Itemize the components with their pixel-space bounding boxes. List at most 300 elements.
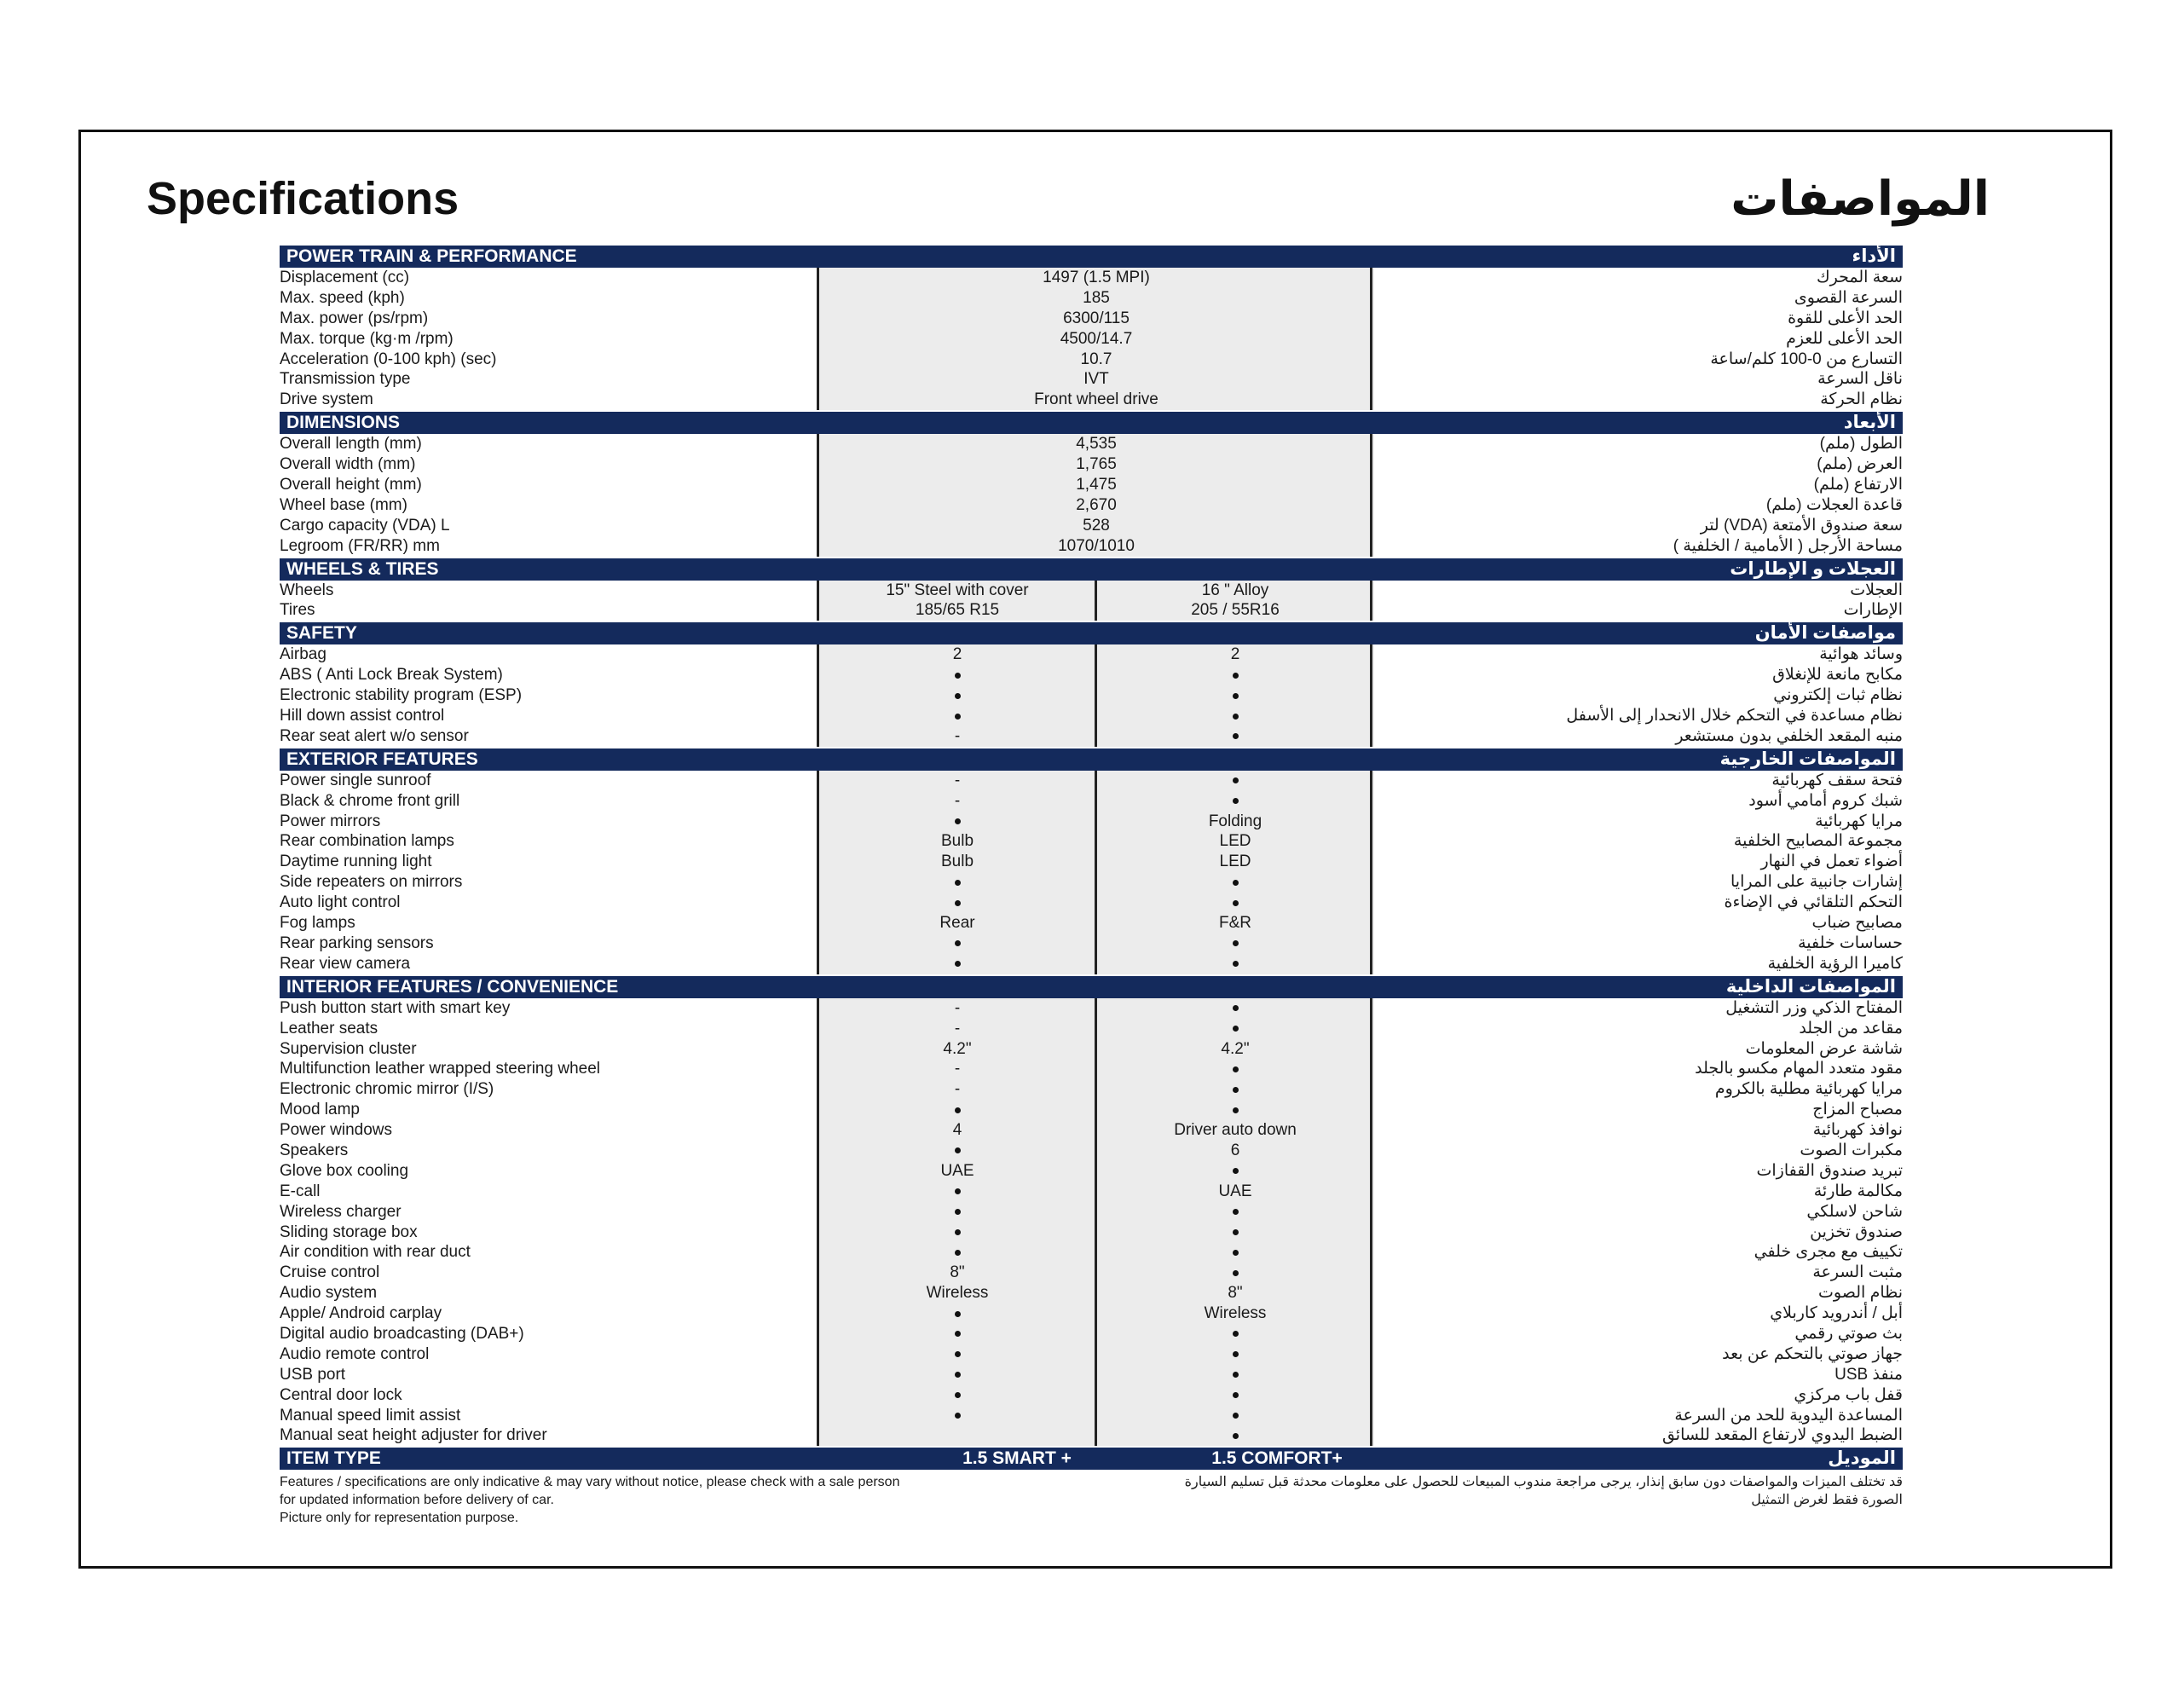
spec-row — [280, 1303, 1903, 1324]
spec-row — [280, 933, 1903, 954]
spec-label-ar: إشارات جانبية على المرايا — [1730, 873, 1903, 892]
section-title-ar: مواصفات الأمان — [1754, 623, 1896, 644]
bullet-icon — [1233, 961, 1239, 967]
spec-value-comfort: LED — [1219, 832, 1251, 851]
spec-label-en: Apple/ Android carplay — [280, 1304, 442, 1323]
spec-label-en: USB port — [280, 1365, 346, 1384]
spec-value: Front wheel drive — [1034, 390, 1158, 409]
bullet-icon — [955, 1351, 961, 1357]
spec-value: 1497 (1.5 MPI) — [1043, 269, 1150, 286]
section-header — [280, 246, 1903, 268]
bullet-icon — [955, 1311, 961, 1317]
spec-label-ar: جهاز صوتي بالتحكم عن بعد — [1722, 1344, 1903, 1363]
section-title-en: DIMENSIONS — [286, 413, 401, 433]
spec-row — [280, 1283, 1903, 1303]
spec-value-comfort — [1096, 1059, 1374, 1079]
spec-row — [280, 831, 1903, 852]
spec-label-en: Electronic stability program (ESP) — [280, 686, 523, 705]
section-title-ar: العجلات و الإطارات — [1730, 558, 1896, 579]
spec-row — [280, 268, 1903, 288]
spec-label-ar: الطول (ملم) — [1819, 435, 1903, 454]
section-body — [280, 771, 1903, 974]
bullet-icon — [1233, 714, 1239, 720]
spec-label-en: Black & chrome front grill — [280, 791, 460, 810]
spec-label-ar: الارتفاع (ملم) — [1813, 476, 1903, 494]
spec-value: 1,765 — [1076, 455, 1117, 474]
spec-label-en: Manual seat height adjuster for driver — [280, 1426, 547, 1445]
spec-label-ar: الإطارات — [1843, 601, 1903, 620]
spec-row — [280, 1019, 1903, 1039]
spec-row — [280, 434, 1903, 454]
spec-row — [280, 893, 1903, 913]
spec-label-en: Supervision cluster — [280, 1039, 417, 1058]
spec-value-comfort — [1096, 1019, 1374, 1039]
spec-value-smart — [818, 1222, 1096, 1243]
spec-value-comfort — [1096, 1425, 1374, 1446]
spec-value-comfort: 4.2" — [1221, 1039, 1250, 1058]
section-title-en: POWER TRAIN & PERFORMANCE — [286, 246, 577, 266]
footer-line-en: Picture only for representation purpose. — [280, 1511, 519, 1526]
spec-label-en: Fog lamps — [280, 914, 355, 933]
spec-label-en: Mood lamp — [280, 1101, 360, 1119]
spec-value: 6300/115 — [1063, 309, 1130, 327]
spec-label-ar: منبه المقعد الخلفي بدون مستشعر — [1675, 726, 1903, 745]
spec-value-smart — [818, 872, 1096, 893]
spec-label-en: Rear parking sensors — [280, 933, 434, 952]
spec-value-comfort: UAE — [1218, 1182, 1252, 1200]
item-type-header — [280, 1448, 1903, 1470]
spec-label-en: Electronic chromic mirror (I/S) — [280, 1080, 494, 1099]
section-title-ar: المواصفات الخارجية — [1719, 748, 1896, 769]
spec-label-ar: الضبط اليدوي لارتفاع المقعد للسائق — [1661, 1426, 1903, 1445]
spec-value: 2,670 — [1076, 495, 1117, 514]
bullet-icon — [955, 818, 961, 824]
section-body — [280, 268, 1903, 410]
spec-label-ar: السرعة القصوى — [1794, 288, 1903, 307]
bullet-icon — [1233, 1351, 1239, 1357]
spec-row — [280, 288, 1903, 309]
spec-label-ar: مجموعة المصابيح الخلفية — [1733, 832, 1903, 851]
spec-row — [280, 726, 1903, 747]
spec-value: IVT — [1083, 370, 1109, 389]
spec-label-ar: التحكم التلقائي في الإضاءة — [1724, 893, 1903, 912]
spec-row — [280, 329, 1903, 350]
footer-line-en: for updated information before delivery of car. — [280, 1493, 554, 1508]
spec-label-en: Overall length (mm) — [280, 435, 422, 454]
bullet-icon — [955, 880, 961, 886]
spec-label-en: Max. speed (kph) — [280, 288, 405, 307]
spec-value-smart — [818, 1303, 1096, 1324]
spec-value-smart: 4 — [952, 1121, 962, 1140]
spec-label-en: Push button start with smart key — [280, 998, 511, 1017]
spec-label-ar: تبريد صندوق القفازات — [1756, 1161, 1903, 1180]
spec-label-en: Max. power (ps/rpm) — [280, 309, 429, 327]
spec-label-ar: مكالمة طارئة — [1813, 1182, 1903, 1200]
spec-label-ar: مكابح مانعة للإنغلاق — [1772, 666, 1903, 685]
spec-value-smart — [818, 1365, 1096, 1385]
bullet-icon — [1233, 880, 1239, 886]
section-title-en: SAFETY — [286, 623, 357, 644]
section-title-en: WHEELS & TIRES — [286, 558, 439, 579]
bullet-icon — [955, 714, 961, 720]
bullet-icon — [1233, 693, 1239, 699]
spec-label-en: Sliding storage box — [280, 1222, 418, 1241]
spec-label-en: Air condition with rear duct — [280, 1243, 471, 1262]
spec-label-en: Audio system — [280, 1284, 378, 1303]
spec-value-comfort: 6 — [1230, 1141, 1240, 1159]
bullet-icon — [1233, 1250, 1239, 1256]
spec-value-comfort — [1096, 685, 1374, 706]
spec-row — [280, 1161, 1903, 1182]
spec-label-ar: فتحة سقف كهربائية — [1771, 771, 1903, 789]
spec-row — [280, 665, 1903, 685]
spec-row — [280, 475, 1903, 495]
spec-value-smart — [818, 812, 1096, 832]
spec-label-ar: أبل / أندرويد كاربلاي — [1770, 1304, 1903, 1323]
spec-label-en: Audio remote control — [280, 1344, 430, 1363]
spec-row — [280, 1141, 1903, 1161]
bullet-icon — [955, 940, 961, 946]
spec-label-ar: مكبرات الصوت — [1800, 1141, 1903, 1159]
spec-value: 528 — [1083, 516, 1110, 535]
spec-sheet — [280, 246, 1903, 1529]
section-title-ar: الأبعاد — [1843, 413, 1896, 433]
spec-row — [280, 954, 1903, 974]
spec-label-en: Legroom (FR/RR) mm — [280, 536, 440, 555]
spec-row — [280, 913, 1903, 933]
spec-label-ar: حساسات خلفية — [1798, 933, 1903, 952]
bullet-icon — [955, 693, 961, 699]
section-title-ar: المواصفات الداخلية — [1725, 976, 1896, 997]
section-title-en: INTERIOR FEATURES / CONVENIENCE — [286, 976, 619, 997]
spec-row — [280, 685, 1903, 706]
spec-row — [280, 791, 1903, 812]
footer-notes — [280, 1473, 1903, 1529]
bullet-icon — [955, 673, 961, 679]
spec-label-ar: ناقل السرعة — [1817, 370, 1903, 389]
spec-label-en: Airbag — [280, 645, 326, 664]
spec-value-comfort: 205 / 55R16 — [1191, 601, 1280, 620]
bullet-icon — [955, 1107, 961, 1113]
spec-label-ar: كاميرا الرؤية الخلفية — [1767, 954, 1903, 973]
spec-label-ar: أضواء تعمل في النهار — [1760, 852, 1903, 871]
spec-value-smart: - — [954, 791, 961, 810]
spec-label-ar: المساعدة اليدوية للحد من السرعة — [1674, 1406, 1903, 1425]
spec-row — [280, 1100, 1903, 1120]
section-body — [280, 581, 1903, 621]
spec-row — [280, 998, 1903, 1019]
spec-row — [280, 1263, 1903, 1283]
spec-value-smart: 185/65 R15 — [915, 601, 1000, 620]
spec-value-smart: - — [954, 1080, 961, 1099]
spec-value-comfort — [1096, 665, 1374, 685]
spec-label-en: Wireless charger — [280, 1202, 402, 1221]
spec-value-comfort: LED — [1219, 852, 1251, 871]
spec-label-ar: مرايا كهربائية — [1815, 812, 1903, 830]
bullet-icon — [955, 1250, 961, 1256]
spec-row — [280, 516, 1903, 536]
spec-label-en: Speakers — [280, 1141, 349, 1159]
spec-value-smart — [818, 954, 1096, 974]
spec-row — [280, 1242, 1903, 1263]
spec-row — [280, 600, 1903, 621]
spec-label-en: Power windows — [280, 1121, 392, 1140]
spec-row — [280, 852, 1903, 872]
spec-value-smart: - — [954, 726, 961, 745]
bullet-icon — [1233, 1209, 1239, 1215]
spec-value-comfort — [1096, 998, 1374, 1019]
bullet-icon — [1233, 1066, 1239, 1072]
spec-value-comfort: 2 — [1230, 645, 1240, 664]
spec-label-en: Rear view camera — [280, 954, 411, 973]
spec-value-comfort — [1096, 1365, 1374, 1385]
spec-label-en: Cruise control — [280, 1263, 380, 1282]
spec-label-en: Manual speed limit assist — [280, 1406, 461, 1425]
spec-label-en: Transmission type — [280, 370, 411, 389]
bullet-icon — [1233, 1026, 1239, 1032]
spec-label-ar: منفذ USB — [1834, 1365, 1903, 1384]
spec-label-en: Cargo capacity (VDA) L — [280, 516, 450, 535]
bullet-icon — [1233, 673, 1239, 679]
section-header — [280, 558, 1903, 581]
spec-row — [280, 706, 1903, 726]
section-title-ar: الأداء — [1852, 246, 1896, 266]
spec-label-ar: مساحة الأرجل ( الأمامية / الخلفية ) — [1673, 536, 1903, 555]
item-type-label-ar: الموديل — [1828, 1448, 1896, 1469]
footer-line-ar: قد تختلف الميزات والمواصفات دون سابق إنذار، يرجى مراجعة مندوب المبيعات للحصول على معلومات محدثة قبل تسليم السيارة — [1184, 1475, 1903, 1490]
bullet-icon — [955, 961, 961, 967]
spec-label-ar: قفل باب مركزي — [1794, 1385, 1903, 1404]
section-header — [280, 412, 1903, 434]
spec-label-ar: مصابيح ضباب — [1811, 914, 1903, 933]
spec-label-ar: شبك كروم أمامي أسود — [1748, 791, 1903, 810]
spec-label-ar: التسارع من 0-100 كلم/ساعة — [1710, 350, 1903, 368]
spec-value-comfort — [1096, 1100, 1374, 1120]
spec-value-smart — [818, 1182, 1096, 1202]
spec-value-smart: - — [954, 771, 961, 789]
spec-label-ar: صندوق تخزين — [1810, 1222, 1903, 1241]
spec-value-smart — [818, 1324, 1096, 1344]
spec-value: 4500/14.7 — [1060, 329, 1133, 348]
spec-value-comfort: Driver auto down — [1174, 1121, 1297, 1140]
spec-value-smart: 8" — [950, 1263, 965, 1282]
spec-row — [280, 1182, 1903, 1202]
spec-row — [280, 369, 1903, 390]
spec-row — [280, 1365, 1903, 1385]
spec-label-ar: مقود متعدد المهام مكسو بالجلد — [1695, 1060, 1903, 1078]
spec-value-smart — [818, 1344, 1096, 1365]
spec-row — [280, 771, 1903, 791]
spec-label-ar: نظام مساعدة في التحكم خلال الانحدار إلى الأسفل — [1566, 707, 1903, 725]
bullet-icon — [1233, 1331, 1239, 1337]
bullet-icon — [1233, 1229, 1239, 1235]
bullet-icon — [955, 900, 961, 906]
spec-label-ar: الحد الأعلى للعزم — [1786, 329, 1903, 348]
section-header — [280, 622, 1903, 644]
spec-label-en: Hill down assist control — [280, 707, 445, 725]
spec-label-ar: مصباح المزاج — [1812, 1101, 1903, 1119]
spec-value-smart: 4.2" — [943, 1039, 972, 1058]
spec-label-en: Tires — [280, 601, 315, 620]
spec-label-ar: نظام الحركة — [1820, 390, 1903, 409]
spec-label-en: Wheel base (mm) — [280, 495, 407, 514]
spec-label-ar: نوافذ كهربائية — [1812, 1121, 1903, 1140]
spec-value-smart — [818, 1385, 1096, 1406]
section-header — [280, 976, 1903, 998]
spec-value-smart — [818, 1141, 1096, 1161]
bullet-icon — [955, 1331, 961, 1337]
spec-label-en: Displacement (cc) — [280, 269, 410, 286]
spec-value-smart: Rear — [939, 914, 975, 933]
section-body — [280, 434, 1903, 556]
spec-label-en: Glove box cooling — [280, 1161, 409, 1180]
model-smart: 1.5 SMART + — [962, 1448, 1072, 1469]
spec-value-comfort — [1096, 1202, 1374, 1222]
spec-row — [280, 1120, 1903, 1141]
spec-value-smart: Bulb — [940, 832, 974, 851]
bullet-icon — [1233, 1168, 1239, 1174]
spec-label-en: Overall width (mm) — [280, 455, 416, 474]
bullet-icon — [955, 1188, 961, 1194]
spec-value-comfort — [1096, 1385, 1374, 1406]
spec-value: 1,475 — [1076, 476, 1117, 494]
spec-label-ar: شاحن لاسلكي — [1806, 1202, 1903, 1221]
bullet-icon — [1233, 798, 1239, 804]
spec-row — [280, 1425, 1903, 1446]
spec-label-ar: العجلات — [1850, 581, 1903, 599]
bullet-icon — [955, 1147, 961, 1153]
spec-row — [280, 1202, 1903, 1222]
spec-value-smart: Wireless — [926, 1284, 989, 1303]
spec-row — [280, 1222, 1903, 1243]
section-title-en: EXTERIOR FEATURES — [286, 748, 478, 769]
spec-label-ar: المفتاح الذكي وزر التشغيل — [1725, 998, 1903, 1017]
spec-label-en: Rear combination lamps — [280, 832, 454, 851]
spec-value-comfort — [1096, 706, 1374, 726]
bullet-icon — [955, 1229, 961, 1235]
spec-value-smart — [818, 1242, 1096, 1263]
spec-label-en: Rear seat alert w/o sensor — [280, 726, 469, 745]
footer-en — [280, 1473, 1047, 1527]
bullet-icon — [1233, 1107, 1239, 1113]
spec-label-en: Digital audio broadcasting (DAB+) — [280, 1324, 524, 1343]
spec-value-smart — [818, 1202, 1096, 1222]
spec-label-en: Power mirrors — [280, 812, 381, 830]
spec-label-en: Acceleration (0-100 kph) (sec) — [280, 350, 497, 368]
spec-value-smart — [818, 665, 1096, 685]
spec-row — [280, 1059, 1903, 1079]
spec-value-comfort — [1096, 933, 1374, 954]
spec-row — [280, 1344, 1903, 1365]
spec-label-en: Daytime running light — [280, 852, 432, 871]
spec-label-en: Max. torque (kg·m /rpm) — [280, 329, 454, 348]
spec-label-ar: بث صوتي رقمي — [1794, 1324, 1903, 1343]
bullet-icon — [1233, 1005, 1239, 1011]
spec-value-comfort — [1096, 771, 1374, 791]
spec-value-smart: - — [954, 1060, 961, 1078]
spec-row — [280, 812, 1903, 832]
section-header — [280, 748, 1903, 771]
spec-value-comfort — [1096, 1324, 1374, 1344]
spec-value-smart: UAE — [940, 1161, 974, 1180]
spec-label-en: Drive system — [280, 390, 373, 409]
bullet-icon — [955, 1372, 961, 1378]
spec-label-en: Central door lock — [280, 1385, 402, 1404]
spec-row — [280, 390, 1903, 410]
spec-row — [280, 1385, 1903, 1406]
spec-value-comfort — [1096, 954, 1374, 974]
spec-row — [280, 495, 1903, 516]
spec-label-ar: الحد الأعلى للقوة — [1788, 309, 1903, 327]
spec-label-en: Multifunction leather wrapped steering wheel — [280, 1060, 600, 1078]
bullet-icon — [955, 1413, 961, 1419]
spec-label-ar: شاشة عرض المعلومات — [1745, 1039, 1903, 1058]
spec-label-ar: سعة المحرك — [1816, 269, 1903, 286]
spec-row — [280, 1406, 1903, 1426]
spec-row — [280, 1039, 1903, 1060]
spec-row — [280, 309, 1903, 329]
spec-label-en: Auto light control — [280, 893, 401, 912]
spec-row — [280, 454, 1903, 475]
spec-label-ar: سعة صندوق الأمتعة (VDA) لتر — [1700, 516, 1903, 535]
bullet-icon — [1233, 777, 1239, 783]
spec-value-comfort: Folding — [1208, 812, 1262, 830]
spec-label-ar: مقاعد من الجلد — [1799, 1019, 1903, 1037]
spec-label-ar: قاعدة العجلات (ملم) — [1765, 495, 1903, 514]
spec-value-comfort — [1096, 1161, 1374, 1182]
section-body — [280, 644, 1903, 746]
spec-value-comfort — [1096, 1079, 1374, 1100]
spec-value: 4,535 — [1076, 435, 1117, 454]
spec-row — [280, 1079, 1903, 1100]
spec-value: 10.7 — [1080, 350, 1112, 368]
spec-label-ar: وسائد هوائية — [1819, 645, 1903, 664]
spec-value-comfort: F&R — [1219, 914, 1251, 933]
spec-value-comfort — [1096, 1344, 1374, 1365]
spec-value-smart — [818, 706, 1096, 726]
spec-value-smart: 15" Steel with cover — [886, 581, 1029, 599]
spec-value: 185 — [1083, 288, 1110, 307]
bullet-icon — [1233, 1413, 1239, 1419]
spec-label-en: E-call — [280, 1182, 321, 1200]
model-comfort: 1.5 COMFORT+ — [1211, 1448, 1343, 1469]
bullet-icon — [1233, 940, 1239, 946]
bullet-icon — [1233, 1433, 1239, 1439]
spec-label-en: Leather seats — [280, 1019, 378, 1037]
bullet-icon — [1233, 1372, 1239, 1378]
spec-value-comfort: 8" — [1228, 1284, 1243, 1303]
spec-label-ar: تكييف مع مجرى خلفي — [1754, 1243, 1903, 1262]
spec-label-en: Overall height (mm) — [280, 476, 422, 494]
spec-value-comfort: Wireless — [1204, 1304, 1267, 1323]
spec-value-comfort — [1096, 1263, 1374, 1283]
spec-value-comfort — [1096, 1222, 1374, 1243]
spec-label-ar: نظام الصوت — [1818, 1284, 1903, 1303]
spec-value-smart: Bulb — [940, 852, 974, 871]
spec-value-smart — [818, 685, 1096, 706]
spec-value-smart — [818, 933, 1096, 954]
spec-value-smart: - — [954, 998, 961, 1017]
spec-value-smart — [818, 893, 1096, 913]
item-type-label-en: ITEM TYPE — [286, 1448, 381, 1469]
spec-value-smart: - — [954, 1019, 961, 1037]
spec-value-smart: 2 — [952, 645, 962, 664]
spec-value-smart — [818, 1406, 1096, 1426]
spec-label-ar: مثبت السرعة — [1812, 1263, 1903, 1282]
spec-value-smart — [818, 1100, 1096, 1120]
title-arabic: المواصفات — [1730, 171, 1990, 225]
section-body — [280, 998, 1903, 1447]
